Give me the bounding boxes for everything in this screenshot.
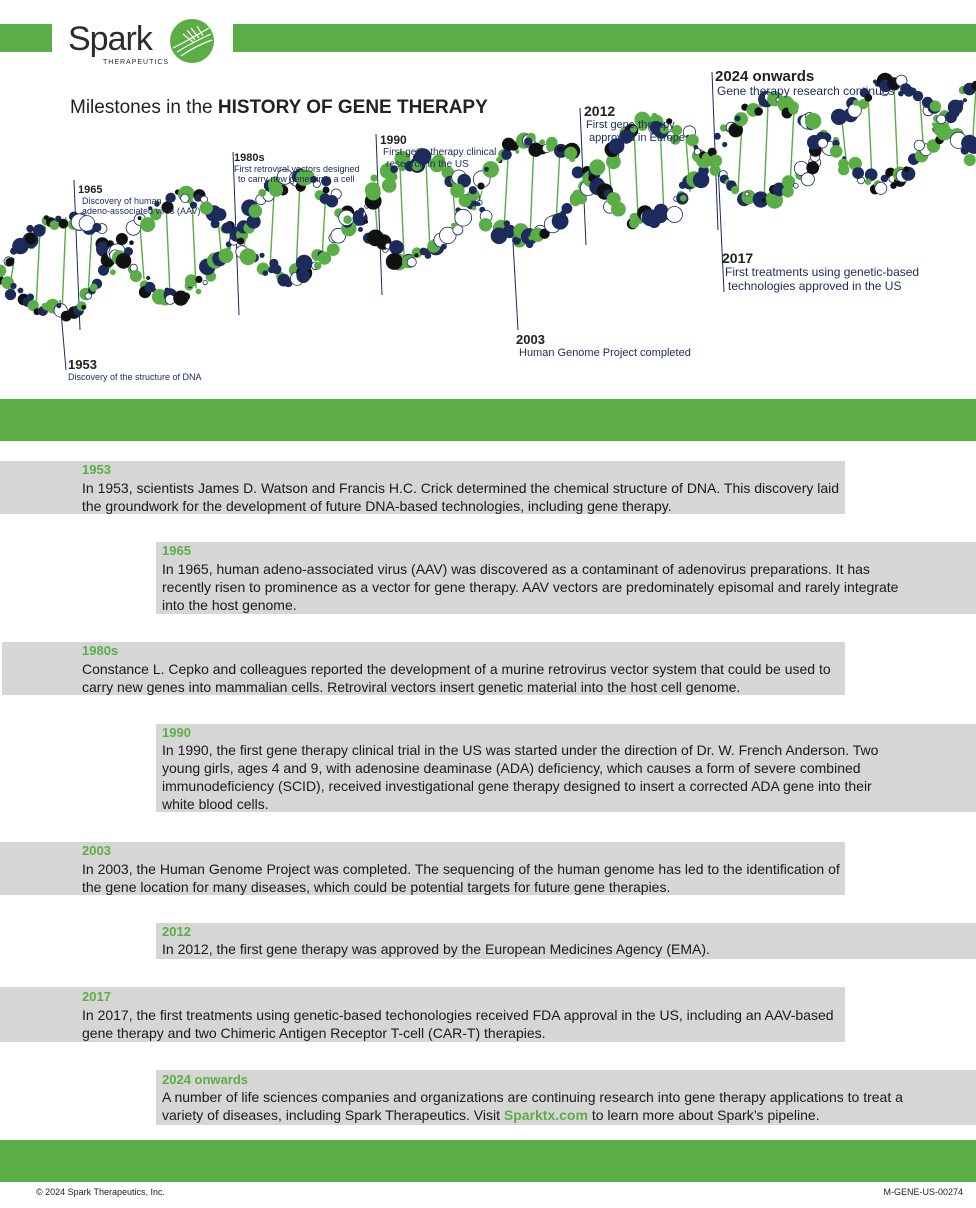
- top-band-left: [0, 24, 52, 52]
- helix-bead: [963, 98, 967, 102]
- helix-bead: [33, 224, 46, 237]
- helix-bead: [6, 258, 15, 267]
- detail-card-2012: [156, 923, 976, 959]
- helix-bead: [469, 186, 477, 194]
- helix-bead: [297, 269, 311, 283]
- card-text: In 1965, human adeno-associated virus (AAV) was discovered as a contaminant of adenovirus preparations. It has recently risen to prominence as a vector for gene therapy. AAV vectors are predominately episomal and rarely integrate into the host genome.: [162, 561, 899, 613]
- helix-bead: [249, 204, 263, 218]
- helix-bead: [272, 265, 282, 275]
- helix-rung: [140, 226, 144, 279]
- brand-subtitle: THERAPEUTICS: [103, 59, 170, 66]
- helix-bead: [79, 216, 95, 232]
- helix-bead: [173, 291, 188, 306]
- helix-bead: [425, 252, 432, 259]
- helix-bead: [224, 222, 233, 231]
- card-year: 1990: [162, 725, 191, 740]
- helix-bead: [838, 159, 849, 170]
- helix-bead: [745, 192, 749, 196]
- helix-bead: [654, 204, 668, 218]
- helix-bead: [219, 248, 234, 263]
- helix-bead: [680, 195, 687, 202]
- helix-bead: [477, 183, 484, 190]
- card-year: 1953: [82, 462, 111, 477]
- helix-bead: [930, 101, 941, 112]
- helix-bead: [451, 223, 456, 228]
- helix-bead: [914, 140, 924, 150]
- helix-bead: [801, 173, 814, 186]
- detail-card-2024: [156, 1070, 976, 1125]
- mid-band: [0, 399, 976, 441]
- helix-bead: [441, 244, 447, 250]
- helix-bead: [364, 220, 368, 224]
- helix-bead: [366, 185, 381, 200]
- detail-card-1990: [156, 724, 976, 812]
- bottom-band: [0, 1140, 976, 1182]
- helix-bead: [957, 100, 964, 107]
- helix-bead: [129, 240, 134, 245]
- detail-card-2017: [0, 987, 845, 1042]
- detail-card-2003: [0, 842, 845, 895]
- helix-bead: [146, 276, 150, 280]
- helix-bead: [211, 219, 220, 228]
- helix-bead: [594, 164, 601, 171]
- helix-bead: [196, 289, 202, 295]
- helix-bead: [648, 216, 660, 228]
- helix-bead: [731, 186, 739, 194]
- brand-name: Spark: [68, 20, 152, 58]
- helix-bead: [709, 155, 722, 168]
- helix-bead: [358, 208, 364, 214]
- detail-card-1980s: [2, 642, 845, 695]
- helix-bead: [667, 207, 683, 223]
- helix-bead: [237, 238, 244, 245]
- helix-rung: [270, 194, 274, 270]
- helix-bead: [528, 143, 542, 157]
- helix-bead: [722, 142, 727, 147]
- helix-bead: [5, 289, 16, 300]
- helix-bead: [835, 150, 839, 154]
- helix-bead: [526, 241, 533, 248]
- helix-bead: [904, 166, 910, 172]
- milestone-1980s: 1980s First retroviral vectors designed to carry new genes into a cell: [234, 152, 360, 185]
- helix-rung: [894, 85, 898, 178]
- helix-bead: [195, 276, 202, 283]
- helix-bead: [386, 253, 403, 270]
- helix-bead: [937, 115, 946, 124]
- helix-rung: [530, 142, 534, 238]
- card-year: 2024 onwards: [162, 1072, 248, 1087]
- helix-bead: [964, 154, 976, 166]
- helix-bead: [913, 91, 923, 101]
- helix-bead: [130, 270, 142, 282]
- helix-bead: [10, 283, 16, 289]
- card-year: 1980s: [82, 643, 119, 658]
- helix-bead: [818, 138, 828, 148]
- helix-bead: [358, 227, 363, 232]
- helix-bead: [200, 201, 213, 214]
- card-text: In 1953, scientists James D. Watson and Francis H.C. Crick determined the chemical structure of DNA. This discovery laid the groundwork for the development of future DNA-based technologies, including gene therapy.: [82, 480, 840, 514]
- milestone-1965: 1965 Discovery of human adeno-associated virus (AAV): [78, 184, 201, 217]
- helix-bead: [540, 232, 545, 237]
- helix-bead: [81, 305, 86, 310]
- helix-bead: [92, 223, 101, 232]
- spark-logo-icon: [169, 18, 215, 64]
- helix-bead: [370, 175, 377, 182]
- helix-bead: [116, 233, 128, 245]
- helix-bead: [805, 113, 821, 129]
- helix-bead: [389, 240, 404, 255]
- helix-bead: [343, 215, 352, 224]
- helix-bead: [203, 280, 207, 284]
- helix-bead: [240, 248, 257, 265]
- card-year: 2017: [82, 989, 111, 1004]
- card-text: Constance L. Cepko and colleagues reported the development of a murine retrovirus vector system that could be used to carry new genes into mammalian cells. Retroviral vectors insert genetic material into the host cell genome.: [82, 661, 831, 695]
- footer-copyright: © 2024 Spark Therapeutics, Inc.: [36, 1187, 166, 1197]
- helix-bead: [414, 253, 418, 257]
- helix-bead: [56, 303, 61, 308]
- milestone-2003: 2003 Human Genome Project completed: [516, 332, 691, 359]
- helix-bead: [214, 208, 227, 221]
- helix-bead: [557, 146, 563, 152]
- top-band-right: [233, 24, 976, 52]
- helix-bead: [754, 107, 763, 116]
- detail-card-1953: [0, 461, 845, 514]
- helix-rung: [504, 158, 508, 230]
- helix-rung: [62, 217, 66, 313]
- helix-bead: [327, 243, 340, 256]
- card-text: In 2003, the Human Genome Project was completed. The sequencing of the human genome has led to the identification of the gene location for many diseases, which could be potential targets for future gene therapies.: [82, 861, 840, 895]
- card-year: 1965: [162, 543, 191, 558]
- helix-bead: [296, 255, 313, 272]
- helix-rung: [868, 93, 872, 179]
- helix-bead: [501, 149, 511, 159]
- card-year: 2012: [162, 924, 191, 939]
- helix-bead: [735, 115, 741, 121]
- helix-bead: [782, 186, 794, 198]
- helix-bead: [793, 183, 798, 188]
- helix-rung: [556, 148, 560, 224]
- milestone-2024: 2024 onwards Gene therapy research continues: [715, 68, 895, 98]
- helix-bead: [515, 150, 519, 154]
- detail-card-1965: [156, 542, 976, 614]
- helix-bead: [277, 274, 290, 287]
- helix-bead: [569, 156, 575, 162]
- helix-bead: [0, 265, 6, 278]
- helix-bead: [852, 167, 864, 179]
- helix-rung: [764, 105, 768, 201]
- helix-bead: [806, 161, 819, 174]
- sparktx-link[interactable]: Sparktx.com: [503, 1107, 588, 1123]
- helix-bead: [539, 139, 545, 145]
- card-text: In 2017, the first treatments using genetic-based techonologies received FDA approval in the US, including an AAV-based gene therapy and two Chimeric Antigen Receptor T-cell (CAR-T) therapies.: [82, 1007, 834, 1041]
- helix-bead: [789, 106, 798, 115]
- helix-bead: [27, 294, 34, 301]
- card-text: In 2012, the first gene therapy was approved by the European Medicines Agency (EMA).: [162, 941, 710, 957]
- helix-bead: [26, 225, 33, 232]
- helix-bead: [476, 202, 480, 206]
- page-title: Milestones in the HISTORY OF GENE THERAPY: [70, 97, 488, 118]
- helix-bead: [326, 195, 338, 207]
- helix-bead: [572, 166, 584, 178]
- milestone-2012: 2012 First gene therapy approved in Europe: [584, 103, 686, 144]
- helix-bead: [455, 209, 472, 226]
- helix-bead: [552, 213, 569, 230]
- milestone-1953: 1953 Discovery of the structure of DNA: [68, 357, 202, 382]
- helix-bead: [145, 282, 156, 293]
- helix-bead: [560, 210, 566, 216]
- helix-bead: [714, 133, 721, 140]
- helix-bead: [865, 178, 872, 185]
- helix-bead: [263, 270, 269, 276]
- card-text: A number of life sciences companies and organizations are continuing research into gene therapy applications to treat a variety of diseases, including Spark Therapeutics. Visit Sparktx.com to learn more about Spark’s pipeline.: [162, 1089, 903, 1123]
- helix-bead: [258, 189, 266, 197]
- helix-bead: [407, 258, 416, 267]
- helix-bead: [611, 202, 626, 217]
- helix-bead: [259, 253, 264, 258]
- helix-bead: [323, 187, 330, 194]
- helix-bead: [875, 182, 887, 194]
- helix-bead: [138, 216, 142, 220]
- milestone-2017: 2017 First treatments using genetic-based technologies approved in the US: [722, 250, 920, 293]
- card-year: 2003: [82, 843, 111, 858]
- footer-document-code: M-GENE-US-00274: [883, 1187, 963, 1197]
- helix-bead: [479, 218, 492, 231]
- helix-bead: [686, 134, 698, 146]
- dna-helix-illustration: [0, 60, 976, 390]
- helix-bead: [59, 219, 69, 229]
- helix-rung: [426, 162, 430, 252]
- helix-bead: [18, 288, 24, 294]
- helix-bead: [90, 284, 98, 292]
- milestone-1990: 1990 First gene therapy clinical research in the US: [380, 133, 497, 170]
- helix-rung: [842, 120, 846, 160]
- helix-bead: [693, 172, 709, 188]
- card-text: In 1990, the first gene therapy clinical trial in the US was started under the direction of Dr. W. French Anderson. Two young girls, ages 4 and 9, with adenosine deaminase (ADA) deficiency, which causes a form of severe combined immunodeficiency (SCID), received investigational gene therapy designed to insert a corrected ADA gene into their white blood cells.: [162, 742, 879, 812]
- helix-bead: [762, 198, 766, 202]
- helix-bead: [472, 206, 476, 210]
- helix-bead: [110, 269, 116, 275]
